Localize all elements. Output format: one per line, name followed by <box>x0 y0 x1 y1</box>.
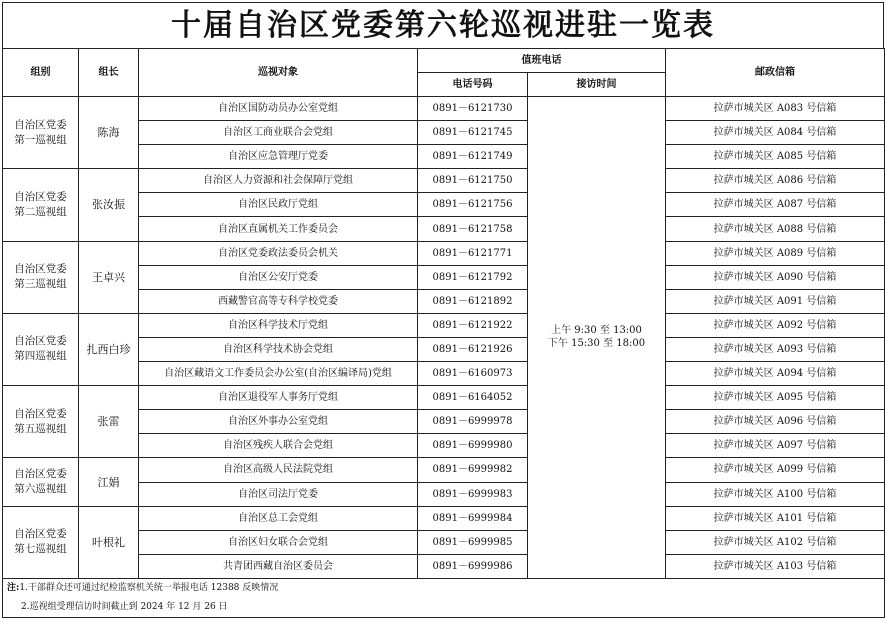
target-cell: 自治区残疾人联合会党组 <box>139 434 418 458</box>
group-leader: 扎西白珍 <box>79 313 139 385</box>
header-visit-time: 接访时间 <box>528 73 666 97</box>
group-name: 自治区党委 第五巡视组 <box>3 386 79 458</box>
target-cell: 共青团西藏自治区委员会 <box>139 554 418 578</box>
mailbox-cell: 拉萨市城关区 A096 号信箱 <box>666 410 885 434</box>
phone-cell: 0891－6999985 <box>418 530 528 554</box>
note-line-2: 2.巡视组受理信访时间截止到 2024 年 12 月 26 日 <box>21 601 228 612</box>
group-leader: 张汝振 <box>79 169 139 241</box>
target-cell: 自治区工商业联合会党组 <box>139 121 418 145</box>
header-mailbox: 邮政信箱 <box>666 49 885 97</box>
header-duty-phone: 值班电话 <box>418 49 666 73</box>
target-cell: 自治区人力资源和社会保障厅党组 <box>139 169 418 193</box>
mailbox-cell: 拉萨市城关区 A085 号信箱 <box>666 145 885 169</box>
phone-cell: 0891－6121756 <box>418 193 528 217</box>
target-cell: 自治区妇女联合会党组 <box>139 530 418 554</box>
mailbox-cell: 拉萨市城关区 A102 号信箱 <box>666 530 885 554</box>
target-cell: 自治区科学技术厅党组 <box>139 313 418 337</box>
notes <box>3 578 885 617</box>
mailbox-cell: 拉萨市城关区 A087 号信箱 <box>666 193 885 217</box>
header-phone-number: 电话号码 <box>418 73 528 97</box>
phone-cell: 0891－6999980 <box>418 434 528 458</box>
header-leader: 组长 <box>79 49 139 97</box>
group-leader: 陈海 <box>79 97 139 169</box>
target-cell: 自治区科学技术协会党组 <box>139 337 418 361</box>
phone-cell: 0891－6999984 <box>418 506 528 530</box>
phone-cell: 0891－6121892 <box>418 289 528 313</box>
phone-cell: 0891－6121750 <box>418 169 528 193</box>
target-cell: 西藏警官高等专科学校党委 <box>139 289 418 313</box>
target-cell: 自治区应急管理厅党委 <box>139 145 418 169</box>
mailbox-cell: 拉萨市城关区 A092 号信箱 <box>666 313 885 337</box>
phone-cell: 0891－6121730 <box>418 97 528 121</box>
header-group: 组别 <box>3 49 79 97</box>
mailbox-cell: 拉萨市城关区 A100 号信箱 <box>666 482 885 506</box>
group-name: 自治区党委 第三巡视组 <box>3 241 79 313</box>
mailbox-cell: 拉萨市城关区 A084 号信箱 <box>666 121 885 145</box>
mailbox-cell: 拉萨市城关区 A101 号信箱 <box>666 506 885 530</box>
page-title: 十届自治区党委第六轮巡视进驻一览表 <box>2 2 884 48</box>
note-line-1: 注:1.干部群众还可通过纪检监察机关统一举报电话 12388 反映情况 <box>7 582 279 593</box>
group-name: 自治区党委 第一巡视组 <box>3 97 79 169</box>
target-cell: 自治区民政厅党组 <box>139 193 418 217</box>
target-cell: 自治区公安厅党委 <box>139 265 418 289</box>
mailbox-cell: 拉萨市城关区 A094 号信箱 <box>666 362 885 386</box>
mailbox-cell: 拉萨市城关区 A086 号信箱 <box>666 169 885 193</box>
target-cell: 自治区高级人民法院党组 <box>139 458 418 482</box>
group-leader: 王卓兴 <box>79 241 139 313</box>
mailbox-cell: 拉萨市城关区 A091 号信箱 <box>666 289 885 313</box>
group-name: 自治区党委 第四巡视组 <box>3 313 79 385</box>
phone-cell: 0891－6999982 <box>418 458 528 482</box>
phone-cell: 0891－6999978 <box>418 410 528 434</box>
mailbox-cell: 拉萨市城关区 A097 号信箱 <box>666 434 885 458</box>
group-name: 自治区党委 第七巡视组 <box>3 506 79 578</box>
mailbox-cell: 拉萨市城关区 A083 号信箱 <box>666 97 885 121</box>
header-target: 巡视对象 <box>139 49 418 97</box>
mailbox-cell: 拉萨市城关区 A099 号信箱 <box>666 458 885 482</box>
mailbox-cell: 拉萨市城关区 A089 号信箱 <box>666 241 885 265</box>
phone-cell: 0891－6121745 <box>418 121 528 145</box>
mailbox-cell: 拉萨市城关区 A095 号信箱 <box>666 386 885 410</box>
visit-time-cell: 上午 9:30 至 13:00 下午 15:30 至 18:00 <box>528 97 666 579</box>
inspection-table <box>2 48 885 618</box>
group-leader: 江娟 <box>79 458 139 506</box>
phone-cell: 0891－6999986 <box>418 554 528 578</box>
phone-cell: 0891－6121926 <box>418 337 528 361</box>
group-name: 自治区党委 第六巡视组 <box>3 458 79 506</box>
target-cell: 自治区退役军人事务厅党组 <box>139 386 418 410</box>
phone-cell: 0891－6121749 <box>418 145 528 169</box>
target-cell: 自治区总工会党组 <box>139 506 418 530</box>
target-cell: 自治区藏语文工作委员会办公室(自治区编译局)党组 <box>139 362 418 386</box>
mailbox-cell: 拉萨市城关区 A090 号信箱 <box>666 265 885 289</box>
group-leader: 叶根礼 <box>79 506 139 578</box>
phone-cell: 0891－6121792 <box>418 265 528 289</box>
target-cell: 自治区党委政法委员会机关 <box>139 241 418 265</box>
target-cell: 自治区外事办公室党组 <box>139 410 418 434</box>
phone-cell: 0891－6999983 <box>418 482 528 506</box>
group-name: 自治区党委 第二巡视组 <box>3 169 79 241</box>
phone-cell: 0891－6164052 <box>418 386 528 410</box>
mailbox-cell: 拉萨市城关区 A088 号信箱 <box>666 217 885 241</box>
phone-cell: 0891－6121771 <box>418 241 528 265</box>
group-leader: 张雷 <box>79 386 139 458</box>
target-cell: 自治区司法厅党委 <box>139 482 418 506</box>
phone-cell: 0891－6160973 <box>418 362 528 386</box>
phone-cell: 0891－6121758 <box>418 217 528 241</box>
mailbox-cell: 拉萨市城关区 A093 号信箱 <box>666 337 885 361</box>
target-cell: 自治区直属机关工作委员会 <box>139 217 418 241</box>
phone-cell: 0891－6121922 <box>418 313 528 337</box>
mailbox-cell: 拉萨市城关区 A103 号信箱 <box>666 554 885 578</box>
target-cell: 自治区国防动员办公室党组 <box>139 97 418 121</box>
